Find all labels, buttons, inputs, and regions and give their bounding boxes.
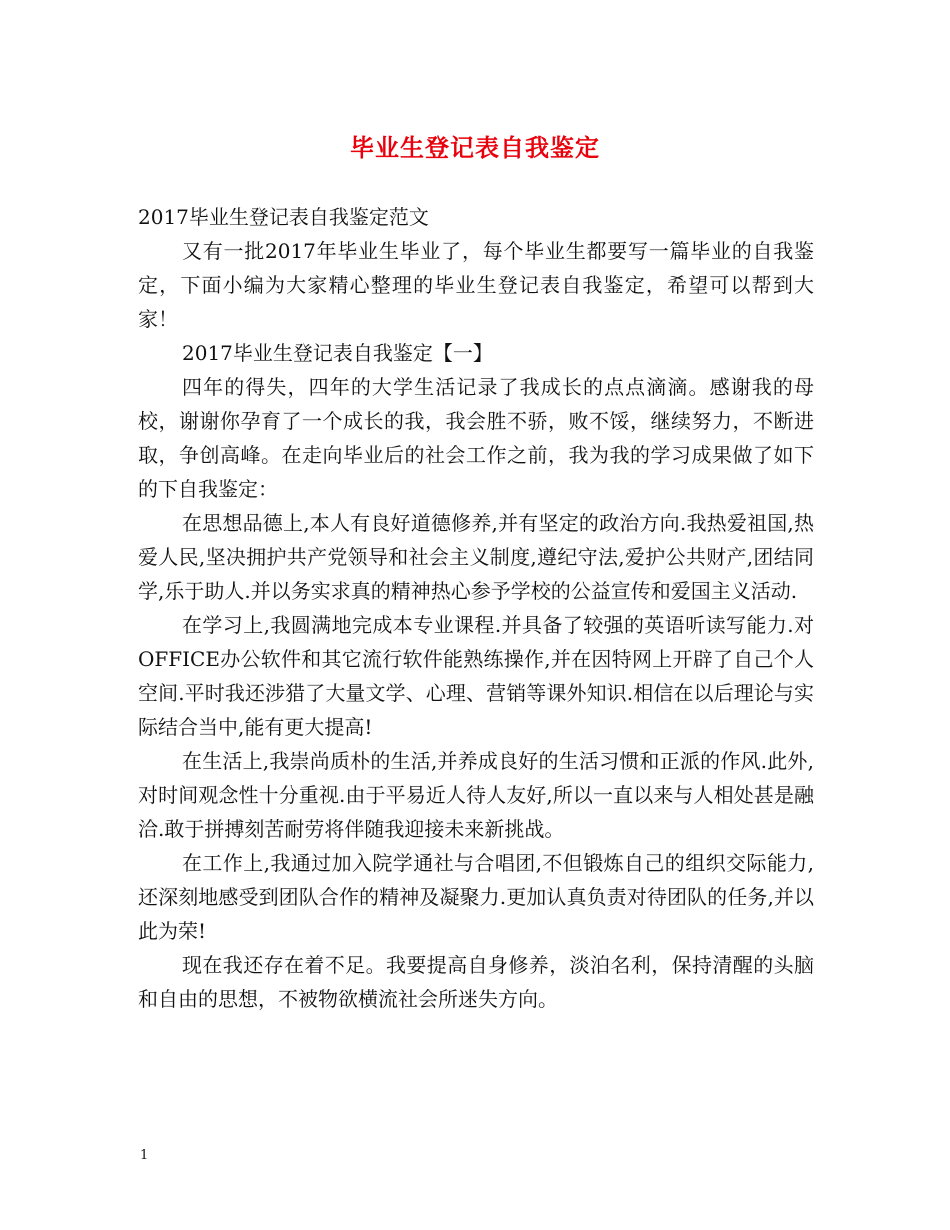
body-paragraph: 在工作上,我通过加入院学通社与合唱团,不但锻炼自己的组织交际能力,还深刻地感受到团队合作的精神及凝聚力.更加认真负责对待团队的任务,并以此为荣! xyxy=(138,851,814,943)
body-paragraph: 现在我还存在着不足。我要提高自身修养，淡泊名利，保持清醒的头脑和自由的思想，不被物欲横流社会所迷失方向。 xyxy=(138,953,814,1011)
intro-paragraph: 又有一批2017年毕业生毕业了，每个毕业生都要写一篇毕业的自我鉴定，下面小编为大家精心整理的毕业生登记表自我鉴定，希望可以帮到大家！ xyxy=(138,239,814,331)
body-paragraph: 在学习上,我圆满地完成本专业课程.并具备了较强的英语听读写能力.对OFFICE办公软件和其它流行软件能熟练操作,并在因特网上开辟了自己个人空间.平时我还涉猎了大量文学、心理、营销等课外知识.相信在以后理论与实际结合当中,能有更大提高! xyxy=(138,613,814,739)
body-paragraph: 四年的得失，四年的大学生活记录了我成长的点点滴滴。感谢我的母校，谢谢你孕育了一个成长的我，我会胜不骄，败不馁，继续努力，不断进取，争创高峰。在走向毕业后的社会工作之前，我为我的学习成果做了如下的下自我鉴定： xyxy=(138,375,814,501)
body-paragraph: 在思想品德上,本人有良好道德修养,并有坚定的政治方向.我热爱祖国,热爱人民,坚决拥护共产党领导和社会主义制度,遵纪守法,爱护公共财产,团结同学,乐于助人.并以务实求真的精神热心参予学校的公益宣传和爱国主义活动. xyxy=(138,511,814,603)
section-heading: 2017毕业生登记表自我鉴定【一】 xyxy=(182,341,493,365)
document-subtitle: 2017毕业生登记表自我鉴定范文 xyxy=(138,205,429,229)
body-paragraph: 在生活上,我崇尚质朴的生活,并养成良好的生活习惯和正派的作风.此外,对时间观念性十分重视.由于平易近人待人友好,所以一直以来与人相处甚是融洽.敢于拼搏刻苦耐劳将伴随我迎接未来新挑战。 xyxy=(138,749,814,841)
document-body xyxy=(138,200,814,1016)
page-number: 1 xyxy=(140,1148,149,1163)
document-title: 毕业生登记表自我鉴定 xyxy=(350,133,600,162)
